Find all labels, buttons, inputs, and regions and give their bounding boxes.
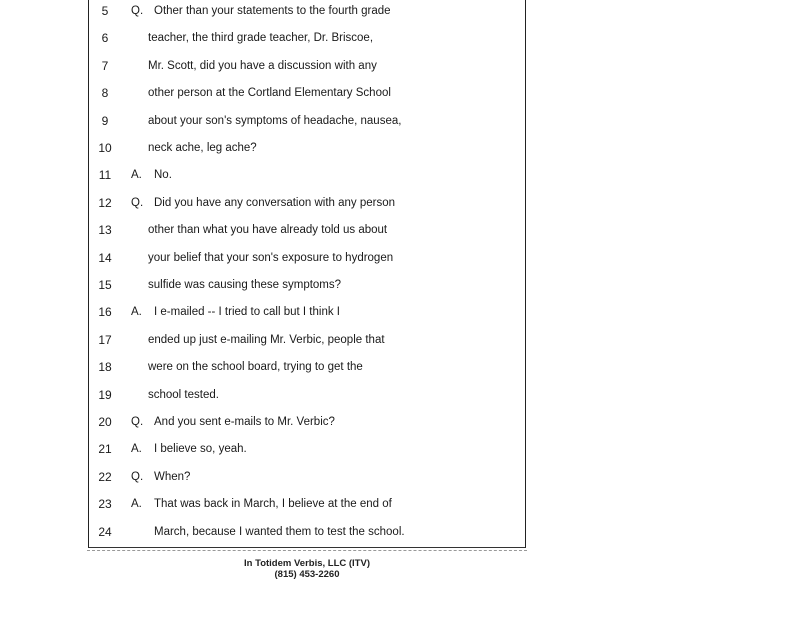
transcript-line: [89, 138, 525, 158]
transcript-line: [89, 193, 525, 213]
qa-marker: A.: [131, 306, 142, 319]
line-number: 14: [98, 250, 112, 265]
line-text: about your son's symptoms of headache, nausea,: [148, 114, 402, 127]
line-number: 7: [101, 58, 109, 73]
line-number: 19: [98, 387, 112, 402]
transcript-line: [89, 220, 525, 240]
footer-company: In Totidem Verbis, LLC (ITV): [244, 558, 370, 569]
footer-phone: (815) 453-2260: [274, 569, 340, 580]
transcript-line: [89, 467, 525, 487]
line-number: 15: [98, 278, 112, 292]
line-number: 10: [98, 141, 112, 155]
line-number: 12: [98, 195, 112, 210]
line-text: sulfide was causing these symptoms?: [148, 279, 342, 291]
line-text: Did you have any conversation with any person: [154, 196, 396, 209]
transcript-line: [89, 357, 525, 377]
line-number: 9: [101, 113, 109, 128]
line-number: 21: [98, 442, 112, 457]
transcript-line: [89, 522, 525, 542]
qa-marker: A.: [131, 169, 142, 182]
line-text: That was back in March, I believe at the end of: [154, 498, 392, 511]
line-number: 24: [98, 524, 112, 539]
transcript-line: [89, 494, 525, 514]
transcript-line: [89, 439, 525, 459]
line-number: 13: [98, 223, 112, 238]
qa-marker: Q.: [131, 5, 144, 17]
qa-marker: Q.: [131, 196, 144, 209]
transcript-line: [89, 165, 525, 185]
transcript-line: [89, 275, 525, 295]
line-number: 20: [98, 415, 112, 429]
line-number: 22: [98, 469, 112, 484]
transcript-line: [89, 83, 525, 103]
page-footer: [88, 558, 526, 580]
line-text: No.: [154, 169, 172, 182]
transcript-line: [89, 28, 525, 48]
line-text: were on the school board, trying to get the: [148, 361, 363, 374]
line-number: 17: [98, 332, 112, 347]
transcript-line: [89, 111, 525, 131]
line-text: school tested.: [148, 388, 219, 401]
line-text: I believe so, yeah.: [154, 443, 247, 456]
line-text: your belief that your son's exposure to hydrogen: [148, 251, 394, 264]
line-text: And you sent e-mails to Mr. Verbic?: [154, 416, 335, 428]
transcript-line: [89, 302, 525, 322]
line-number: 8: [101, 86, 109, 101]
line-text: I e-mailed -- I tried to call but I think I: [154, 306, 340, 319]
line-number: 5: [101, 4, 109, 18]
line-text: Mr. Scott, did you have a discussion with any: [148, 59, 377, 72]
transcript-page: [88, 0, 526, 548]
line-text: neck ache, leg ache?: [148, 142, 257, 154]
line-text: teacher, the third grade teacher, Dr. Briscoe,: [148, 32, 374, 45]
transcript-line: [89, 412, 525, 432]
line-number: 11: [98, 168, 112, 183]
transcript-line: [89, 385, 525, 405]
qa-marker: A.: [131, 443, 142, 456]
line-text: Other than your statements to the fourth grade: [154, 5, 391, 17]
transcript-line: [89, 56, 525, 76]
qa-marker: Q.: [131, 470, 144, 483]
line-number: 6: [101, 31, 109, 46]
transcript-line: [89, 248, 525, 268]
qa-marker: Q.: [131, 416, 144, 428]
line-number: 23: [98, 497, 112, 512]
line-text: When?: [154, 470, 191, 483]
line-text: March, because I wanted them to test the school.: [154, 525, 405, 538]
line-text: ended up just e-mailing Mr. Verbic, people that: [148, 333, 385, 346]
qa-marker: A.: [131, 498, 142, 511]
line-text: other than what you have already told us about: [148, 224, 388, 237]
line-text: other person at the Cortland Elementary School: [148, 87, 391, 100]
line-number: 18: [98, 360, 112, 375]
line-number: 16: [98, 305, 112, 320]
transcript-line: [89, 1, 525, 21]
transcript-line: [89, 330, 525, 350]
